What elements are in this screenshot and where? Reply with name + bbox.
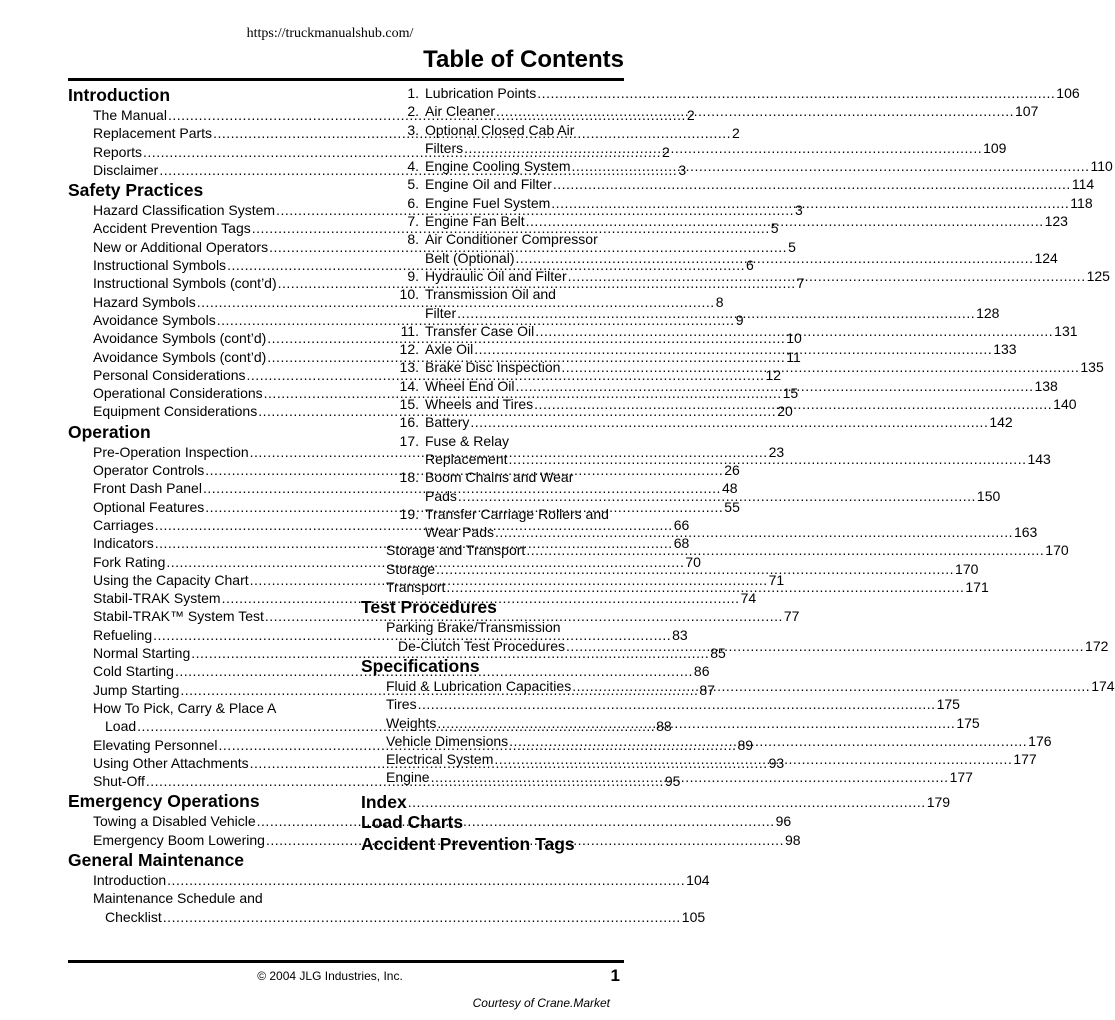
entry-page: 12 [765, 366, 782, 383]
entry-page: 172 [1085, 637, 1109, 654]
top-rule [68, 78, 624, 81]
toc-entry[interactable] [425, 102, 1038, 120]
entry-title: Replacement [425, 450, 508, 467]
item-number: 7. [407, 213, 419, 230]
item-number: 8. [407, 231, 419, 248]
item-number: 16. [399, 414, 419, 431]
section-heading: Operation [68, 421, 151, 442]
item-body [425, 340, 1017, 358]
item-body [425, 84, 1080, 102]
item-number: 2. [407, 103, 419, 120]
dot-leader [572, 677, 1090, 695]
entry-title: Carriages [93, 516, 154, 533]
entry-page: 123 [1044, 213, 1068, 230]
numbered-entry[interactable] [361, 413, 1013, 431]
entry-title: Indicators [93, 535, 154, 552]
section-heading: Introduction [68, 85, 171, 105]
entry-title: Accident Prevention Tags [93, 220, 251, 237]
entry-page: 15 [782, 385, 799, 402]
entry-page: 143 [1027, 450, 1051, 467]
entry-title: Wheels and Tires [425, 396, 534, 413]
entry-title: Battery [425, 414, 470, 431]
entry-title: Towing a Disabled Vehicle [93, 813, 256, 830]
numbered-entry[interactable] [361, 102, 1039, 120]
entry-title-line: Fuse & Relay [425, 432, 510, 449]
toc-entry[interactable] [425, 487, 1000, 505]
toc-entry[interactable] [425, 175, 1094, 193]
entry-title: Normal Starting [93, 645, 191, 662]
dot-leader [437, 714, 955, 732]
entry-page: 6 [746, 257, 754, 274]
entry-title: New or Additional Operators [93, 238, 269, 255]
entry-page: 105 [681, 908, 706, 925]
dot-leader [553, 175, 1071, 193]
entry-title-line: Parking Brake/Transmission [386, 619, 561, 636]
entry-title: Personal Considerations [93, 366, 246, 383]
entry-title: Fluid & Lubrication Capacities [386, 677, 572, 694]
entry-page: 140 [1053, 396, 1077, 413]
entry-title-line: Maintenance Schedule and [93, 890, 263, 907]
entry-title: Wear Pads [425, 524, 494, 541]
entry-title: Jump Starting [93, 681, 180, 698]
entry-title: Air Cleaner [425, 103, 496, 120]
numbered-entry[interactable] [361, 212, 1068, 230]
dot-leader [515, 377, 1033, 395]
entry-page: 66 [673, 516, 690, 533]
toc-entry[interactable] [425, 413, 1013, 431]
item-body [425, 212, 1068, 230]
toc-entry[interactable] [425, 139, 1006, 157]
item-number: 10. [399, 286, 419, 303]
entry-title: Index [361, 791, 407, 812]
numbered-entry[interactable] [361, 157, 1113, 175]
toc-entry[interactable] [361, 578, 989, 596]
entry-page: 7 [796, 275, 805, 292]
section-heading: Specifications [361, 655, 480, 676]
numbered-entry[interactable] [361, 84, 1080, 102]
toc-entry[interactable] [425, 523, 1037, 541]
toc-entry[interactable] [425, 322, 1078, 340]
dot-leader [494, 750, 1012, 768]
entry-page: 11 [786, 348, 801, 365]
toc-entry[interactable] [361, 560, 979, 578]
entry-page: 131 [1054, 322, 1078, 339]
toc-entry[interactable] [425, 249, 1058, 267]
section-heading: Test Procedures [361, 597, 497, 618]
entry-page: 135 [1080, 359, 1104, 376]
dot-leader [534, 395, 1052, 413]
entry-title: Brake Disc Inspection [425, 359, 561, 376]
toc-entry[interactable] [361, 695, 960, 713]
bottom-rule [68, 960, 624, 963]
entry-page: 2 [732, 125, 740, 142]
entry-title: Instructional Symbols [93, 257, 227, 274]
item-number: 4. [407, 158, 419, 175]
entry-title: Stabil-TRAK System [93, 590, 221, 607]
entry-title: Engine Cooling System [425, 158, 571, 175]
entry-title: Filters [425, 139, 464, 156]
dot-leader [566, 637, 1084, 655]
entry-title: Storage [386, 560, 436, 577]
entry-title: Wheel End Oil [425, 377, 515, 394]
entry-title: Front Dash Panel [93, 480, 202, 497]
entry-page: 68 [673, 535, 690, 552]
item-number: 17. [399, 432, 419, 449]
numbered-entry[interactable] [361, 267, 1110, 285]
entry-title: Refueling [93, 626, 153, 643]
entry-page: 3 [678, 161, 687, 178]
entry-page: 2 [662, 143, 670, 160]
entry-page: 177 [1013, 751, 1037, 768]
entry-title: Elevating Personnel [93, 736, 218, 753]
entry-page: 48 [721, 480, 738, 497]
entry-title: Instructional Symbols (cont’d) [93, 275, 277, 292]
entry-page: 133 [993, 341, 1017, 358]
item-body [425, 377, 1058, 395]
dot-leader [446, 578, 964, 596]
toc-entry[interactable] [361, 791, 951, 812]
entry-title: Cold Starting [93, 663, 174, 680]
item-number: 15. [399, 396, 419, 413]
dot-leader [526, 212, 1044, 230]
item-number: 14. [399, 377, 419, 394]
dot-leader [515, 249, 1033, 267]
entry-title: Hazard Classification System [93, 202, 276, 219]
section-heading: Safety Practices [68, 180, 204, 201]
entry-title: Lubrication Points [425, 85, 537, 101]
entry-title: Using the Capacity Chart [93, 571, 249, 588]
numbered-entry[interactable] [361, 121, 1007, 158]
entry-title: Filter [425, 304, 457, 321]
item-number: 5. [407, 176, 419, 193]
item-number: 19. [399, 505, 419, 522]
item-body [425, 230, 1058, 267]
entry-title: Stabil-TRAK™ System Test [93, 608, 264, 625]
entry-page: 23 [768, 443, 785, 460]
entry-title: Engine Fan Belt [425, 213, 525, 230]
item-body [425, 432, 1051, 469]
item-body [425, 267, 1110, 285]
item-number: 6. [407, 194, 419, 211]
dot-leader [551, 194, 1069, 212]
entry-page: 104 [686, 871, 710, 888]
entry-page: 150 [976, 487, 1001, 504]
item-number: 13. [399, 359, 419, 376]
dot-leader [167, 871, 685, 889]
entry-page: 175 [956, 714, 980, 731]
entry-title: De-Clutch Test Procedures [398, 637, 566, 654]
entry-title: Emergency Boom Lowering [93, 831, 265, 848]
toc-entry[interactable] [425, 340, 1017, 358]
entry-title: Using Other Attachments [93, 754, 249, 771]
dot-leader [457, 304, 975, 322]
entry-page: 74 [740, 590, 757, 607]
source-url[interactable]: https://truckmanualshub.com/ [246, 26, 414, 41]
dot-leader [509, 450, 1027, 468]
entry-title: Hazard Symbols [93, 293, 196, 310]
entry-title: Transport [386, 579, 446, 596]
entry-page: 110 [1090, 158, 1113, 175]
entry-page: 20 [777, 403, 793, 420]
item-body [425, 413, 1013, 431]
dot-leader [458, 487, 976, 505]
toc-entry[interactable] [425, 194, 1093, 212]
item-number: 1. [407, 85, 419, 101]
dot-leader [568, 267, 1086, 285]
entry-page: 5 [788, 238, 796, 255]
entry-title: Load [105, 718, 137, 735]
item-body [425, 468, 1000, 505]
numbered-entry[interactable] [361, 230, 1058, 267]
entry-title-line: Transmission Oil and [425, 286, 556, 303]
entry-title-line: Air Conditioner Compressor [425, 231, 598, 248]
entry-page: 142 [989, 414, 1013, 431]
dot-leader [408, 793, 926, 811]
entry-title: Electrical System [386, 751, 494, 768]
copyright: © 2004 JLG Industries, Inc. [257, 969, 403, 983]
item-body [425, 194, 1093, 212]
entry-title: Reports [93, 143, 143, 160]
entry-title: Operator Controls [93, 462, 205, 479]
entry-page: 98 [784, 831, 801, 848]
numbered-entry[interactable] [361, 285, 1000, 322]
numbered-entry[interactable] [361, 194, 1093, 212]
entry-title: Checklist [105, 908, 162, 925]
toc-entry[interactable] [425, 304, 999, 322]
entry-title: Introduction [93, 871, 167, 888]
item-body [425, 322, 1078, 340]
entry-page: 114 [1071, 176, 1095, 193]
entry-page: 2 [686, 107, 695, 123]
entry-page: 10 [786, 330, 802, 347]
entry-title: Hydraulic Oil and Filter [425, 267, 567, 284]
courtesy-note: Courtesy of Crane.Market [472, 996, 610, 1010]
section-heading[interactable]: Load Charts [361, 811, 464, 832]
entry-title-line: Transfer Carriage Rollers and [425, 505, 609, 522]
entry-page: 163 [1013, 524, 1038, 541]
entry-page: 128 [976, 304, 1000, 321]
entry-page: 107 [1015, 103, 1039, 120]
toc-entry[interactable] [68, 871, 710, 889]
entry-page: 55 [724, 498, 740, 515]
entry-title: Shut-Off [93, 773, 145, 790]
dot-leader [561, 358, 1079, 376]
entry-page: 176 [1028, 732, 1052, 749]
entry-page: 95 [664, 773, 681, 790]
entry-page: 118 [1070, 194, 1093, 211]
entry-title: Avoidance Symbols [93, 311, 216, 328]
entry-title: Equipment Considerations [93, 403, 258, 420]
toc-entry[interactable] [68, 908, 706, 926]
entry-page: 85 [710, 645, 726, 662]
item-body [425, 395, 1077, 413]
item-body [425, 358, 1104, 376]
entry-title: Engine Oil and Filter [425, 176, 552, 193]
entry-title-line: How To Pick, Carry & Place A [93, 699, 277, 716]
page-number: 1 [610, 966, 620, 985]
entry-page: 89 [737, 736, 754, 753]
toc-entry[interactable] [425, 84, 1080, 102]
toc-entry[interactable] [425, 157, 1113, 175]
item-body [425, 157, 1113, 175]
toc-entry[interactable] [425, 267, 1110, 285]
entry-page: 106 [1056, 85, 1080, 101]
entry-title: The Manual [93, 107, 167, 123]
entry-page: 83 [672, 626, 688, 643]
entry-page: 175 [936, 696, 960, 713]
entry-title: Avoidance Symbols (cont’d) [93, 348, 267, 365]
item-number: 11. [400, 322, 419, 339]
entry-title: Disclaimer [93, 161, 159, 178]
entry-title: Optional Features [93, 498, 205, 515]
entry-page: 26 [724, 462, 740, 479]
item-body [425, 285, 999, 322]
entry-page: 179 [926, 793, 951, 810]
dot-leader [535, 322, 1053, 340]
section-heading[interactable]: Accident Prevention Tags [361, 833, 575, 854]
dot-leader [474, 340, 992, 358]
toc-entry[interactable] [68, 589, 757, 607]
toc-entry[interactable] [425, 395, 1077, 413]
page-title: Table of Contents [423, 46, 624, 73]
entry-title: Engine [386, 769, 430, 786]
entry-title: Storage and Transport [386, 542, 526, 559]
item-number: 9. [407, 267, 419, 284]
entry-page: 174 [1091, 677, 1115, 694]
dot-leader [526, 541, 1044, 559]
entry-title: Pre-Operation Inspection [93, 443, 249, 460]
dot-leader [464, 139, 982, 157]
entry-title: Replacement Parts [93, 125, 213, 142]
entry-page: 170 [955, 560, 979, 577]
item-number: 12. [399, 341, 419, 358]
entry-page: 88 [656, 718, 672, 735]
entry-page: 77 [783, 608, 800, 625]
entry-page: 8 [715, 293, 724, 310]
item-body [425, 102, 1038, 120]
entry-title: Axle Oil [425, 341, 474, 358]
entry-title: Tires [386, 696, 417, 713]
entry-page: 87 [699, 681, 715, 698]
entry-title: Pads [425, 487, 457, 504]
entry-page: 9 [735, 311, 744, 328]
entry-page: 5 [770, 220, 779, 237]
toc-entry[interactable] [425, 450, 1051, 468]
dot-leader [418, 695, 936, 713]
item-number: 18. [399, 469, 419, 486]
entry-page: 177 [949, 769, 973, 786]
section-heading: Emergency Operations [68, 791, 260, 812]
toc-entry[interactable] [425, 212, 1068, 230]
dot-leader [509, 732, 1027, 750]
dot-leader [572, 157, 1090, 175]
item-body [425, 505, 1037, 542]
entry-page: 96 [775, 813, 792, 830]
entry-page: 138 [1034, 377, 1058, 394]
item-body [425, 121, 1006, 158]
dot-leader [496, 102, 1014, 120]
item-body [425, 175, 1094, 193]
entry-page: 71 [768, 571, 785, 588]
entry-page: 124 [1034, 249, 1058, 266]
entry-title: Vehicle Dimensions [386, 732, 509, 749]
entry-title: Engine Fuel System [425, 194, 551, 211]
entry-page: 109 [983, 139, 1007, 156]
entry-page: 170 [1045, 542, 1069, 559]
entry-page: 171 [965, 579, 989, 596]
dot-leader [537, 84, 1055, 102]
entry-page: 125 [1086, 267, 1110, 284]
dot-leader [431, 768, 949, 786]
entry-page: 3 [795, 202, 803, 219]
dot-leader [163, 908, 681, 926]
entry-page: 70 [685, 553, 701, 570]
dot-leader [495, 523, 1013, 541]
dot-leader [470, 413, 988, 431]
entry-title: Transfer Case Oil [425, 322, 535, 339]
toc-entry[interactable] [425, 358, 1104, 376]
dot-leader [436, 560, 954, 578]
entry-title-line: Boom Chains and Wear [425, 469, 574, 486]
entry-page: 93 [768, 754, 785, 771]
entry-page: 86 [693, 663, 710, 680]
toc-entry[interactable] [425, 377, 1058, 395]
entry-title: Weights [386, 714, 437, 731]
entry-title: Avoidance Symbols (cont’d) [93, 330, 267, 347]
entry-title-line: Optional Closed Cab Air [425, 121, 575, 138]
item-number: 3. [407, 121, 419, 138]
entry-title: Belt (Optional) [425, 249, 515, 266]
section-heading: General Maintenance [68, 849, 245, 870]
numbered-entry[interactable] [361, 175, 1095, 193]
entry-title: Operational Considerations [93, 385, 263, 402]
entry-title: Fork Rating [93, 553, 166, 570]
